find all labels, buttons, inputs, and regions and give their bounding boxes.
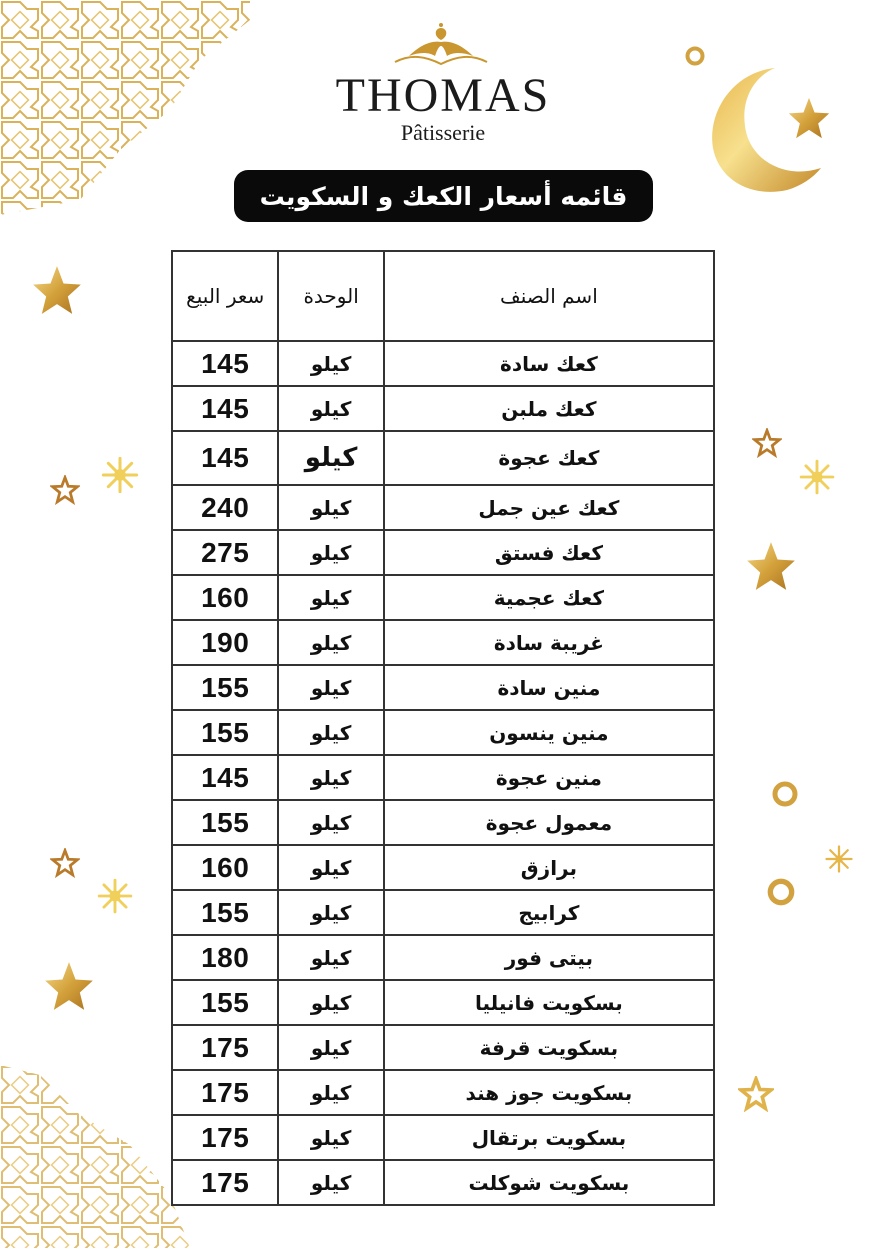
unit-cell: كيلو — [278, 386, 383, 431]
brand-subtitle: Pâtisserie — [400, 120, 486, 145]
item-name-cell: معمول عجوة — [384, 800, 714, 845]
item-name-cell: كعك عجمية — [384, 575, 714, 620]
star-outline-icon — [738, 1076, 774, 1112]
table-row — [172, 386, 714, 431]
item-name-cell: كعك ملبن — [384, 386, 714, 431]
item-name-cell: منين عجوة — [384, 755, 714, 800]
star-icon — [744, 540, 798, 592]
price-cell: 145 — [172, 386, 278, 431]
price-cell: 175 — [172, 1160, 278, 1205]
unit-cell: كيلو — [278, 1115, 383, 1160]
price-cell: 190 — [172, 620, 278, 665]
item-name-cell: كعك عين جمل — [384, 485, 714, 530]
table-row — [172, 755, 714, 800]
header-price: سعر البيع — [172, 251, 278, 341]
item-name-cell: كعك سادة — [384, 341, 714, 386]
unit-cell: كيلو — [278, 485, 383, 530]
table-row — [172, 935, 714, 980]
header-item-name: اسم الصنف — [384, 251, 714, 341]
table-row — [172, 620, 714, 665]
price-cell: 155 — [172, 800, 278, 845]
table-row — [172, 341, 714, 386]
header-unit: الوحدة — [278, 251, 383, 341]
unit-cell: كيلو — [278, 755, 383, 800]
price-cell: 175 — [172, 1070, 278, 1115]
item-name-cell: بسكويت فانيليا — [384, 980, 714, 1025]
item-name-cell: منين سادة — [384, 665, 714, 710]
star-icon — [786, 96, 832, 140]
ring-icon — [765, 876, 797, 908]
table-row — [172, 485, 714, 530]
item-name-cell: بسكويت قرفة — [384, 1025, 714, 1070]
ring-icon — [684, 45, 706, 67]
table-row — [172, 575, 714, 620]
price-cell: 175 — [172, 1115, 278, 1160]
price-table — [171, 250, 715, 1206]
table-row — [172, 980, 714, 1025]
price-cell: 155 — [172, 980, 278, 1025]
star-outline-icon — [50, 475, 80, 505]
ring-icon — [770, 779, 800, 809]
item-name-cell: برازق — [384, 845, 714, 890]
price-cell: 275 — [172, 530, 278, 575]
unit-cell: كيلو — [278, 890, 383, 935]
price-cell: 155 — [172, 665, 278, 710]
unit-cell: كيلو — [278, 845, 383, 890]
unit-cell: كيلو — [278, 665, 383, 710]
unit-cell: كيلو — [278, 341, 383, 386]
unit-cell: كيلو — [278, 431, 383, 485]
brand-name: THOMAS — [335, 69, 551, 122]
price-cell: 160 — [172, 575, 278, 620]
table-row — [172, 1115, 714, 1160]
table-row — [172, 665, 714, 710]
price-cell: 155 — [172, 890, 278, 935]
item-name-cell: غريبة سادة — [384, 620, 714, 665]
sparkle-icon — [96, 877, 134, 915]
unit-cell: كيلو — [278, 1160, 383, 1205]
crown-ornament-icon — [391, 22, 491, 72]
price-cell: 145 — [172, 431, 278, 485]
unit-cell: كيلو — [278, 935, 383, 980]
geometric-pattern-bottom-left — [0, 1065, 190, 1248]
table-row — [172, 890, 714, 935]
price-cell: 145 — [172, 755, 278, 800]
unit-cell: كيلو — [278, 575, 383, 620]
price-cell: 145 — [172, 341, 278, 386]
table-row — [172, 710, 714, 755]
item-name-cell: بسكويت جوز هند — [384, 1070, 714, 1115]
star-icon — [42, 960, 96, 1012]
price-cell: 180 — [172, 935, 278, 980]
table-row — [172, 530, 714, 575]
unit-cell: كيلو — [278, 980, 383, 1025]
price-cell: 175 — [172, 1025, 278, 1070]
sparkle-icon — [824, 844, 854, 874]
unit-cell: كيلو — [278, 800, 383, 845]
item-name-cell: بيتى فور — [384, 935, 714, 980]
price-cell: 240 — [172, 485, 278, 530]
unit-cell: كيلو — [278, 620, 383, 665]
price-cell: 160 — [172, 845, 278, 890]
unit-cell: كيلو — [278, 1025, 383, 1070]
item-name-cell: منين ينسون — [384, 710, 714, 755]
item-name-cell: كعك فستق — [384, 530, 714, 575]
item-name-cell: كرابيج — [384, 890, 714, 935]
unit-cell: كيلو — [278, 530, 383, 575]
table-row — [172, 431, 714, 485]
page-title: قائمه أسعار الكعك و السكويت — [234, 170, 653, 222]
table-row — [172, 800, 714, 845]
sparkle-icon — [100, 455, 140, 495]
price-cell: 155 — [172, 710, 278, 755]
star-outline-icon — [50, 848, 80, 878]
star-icon — [30, 264, 84, 316]
table-row — [172, 1025, 714, 1070]
item-name-cell: بسكويت شوكلت — [384, 1160, 714, 1205]
item-name-cell: كعك عجوة — [384, 431, 714, 485]
table-header-row — [172, 251, 714, 341]
star-outline-icon — [752, 428, 782, 458]
table-row — [172, 1070, 714, 1115]
sparkle-icon — [798, 458, 836, 496]
table-row — [172, 845, 714, 890]
table-row — [172, 1160, 714, 1205]
unit-cell: كيلو — [278, 710, 383, 755]
unit-cell: كيلو — [278, 1070, 383, 1115]
item-name-cell: بسكويت برتقال — [384, 1115, 714, 1160]
